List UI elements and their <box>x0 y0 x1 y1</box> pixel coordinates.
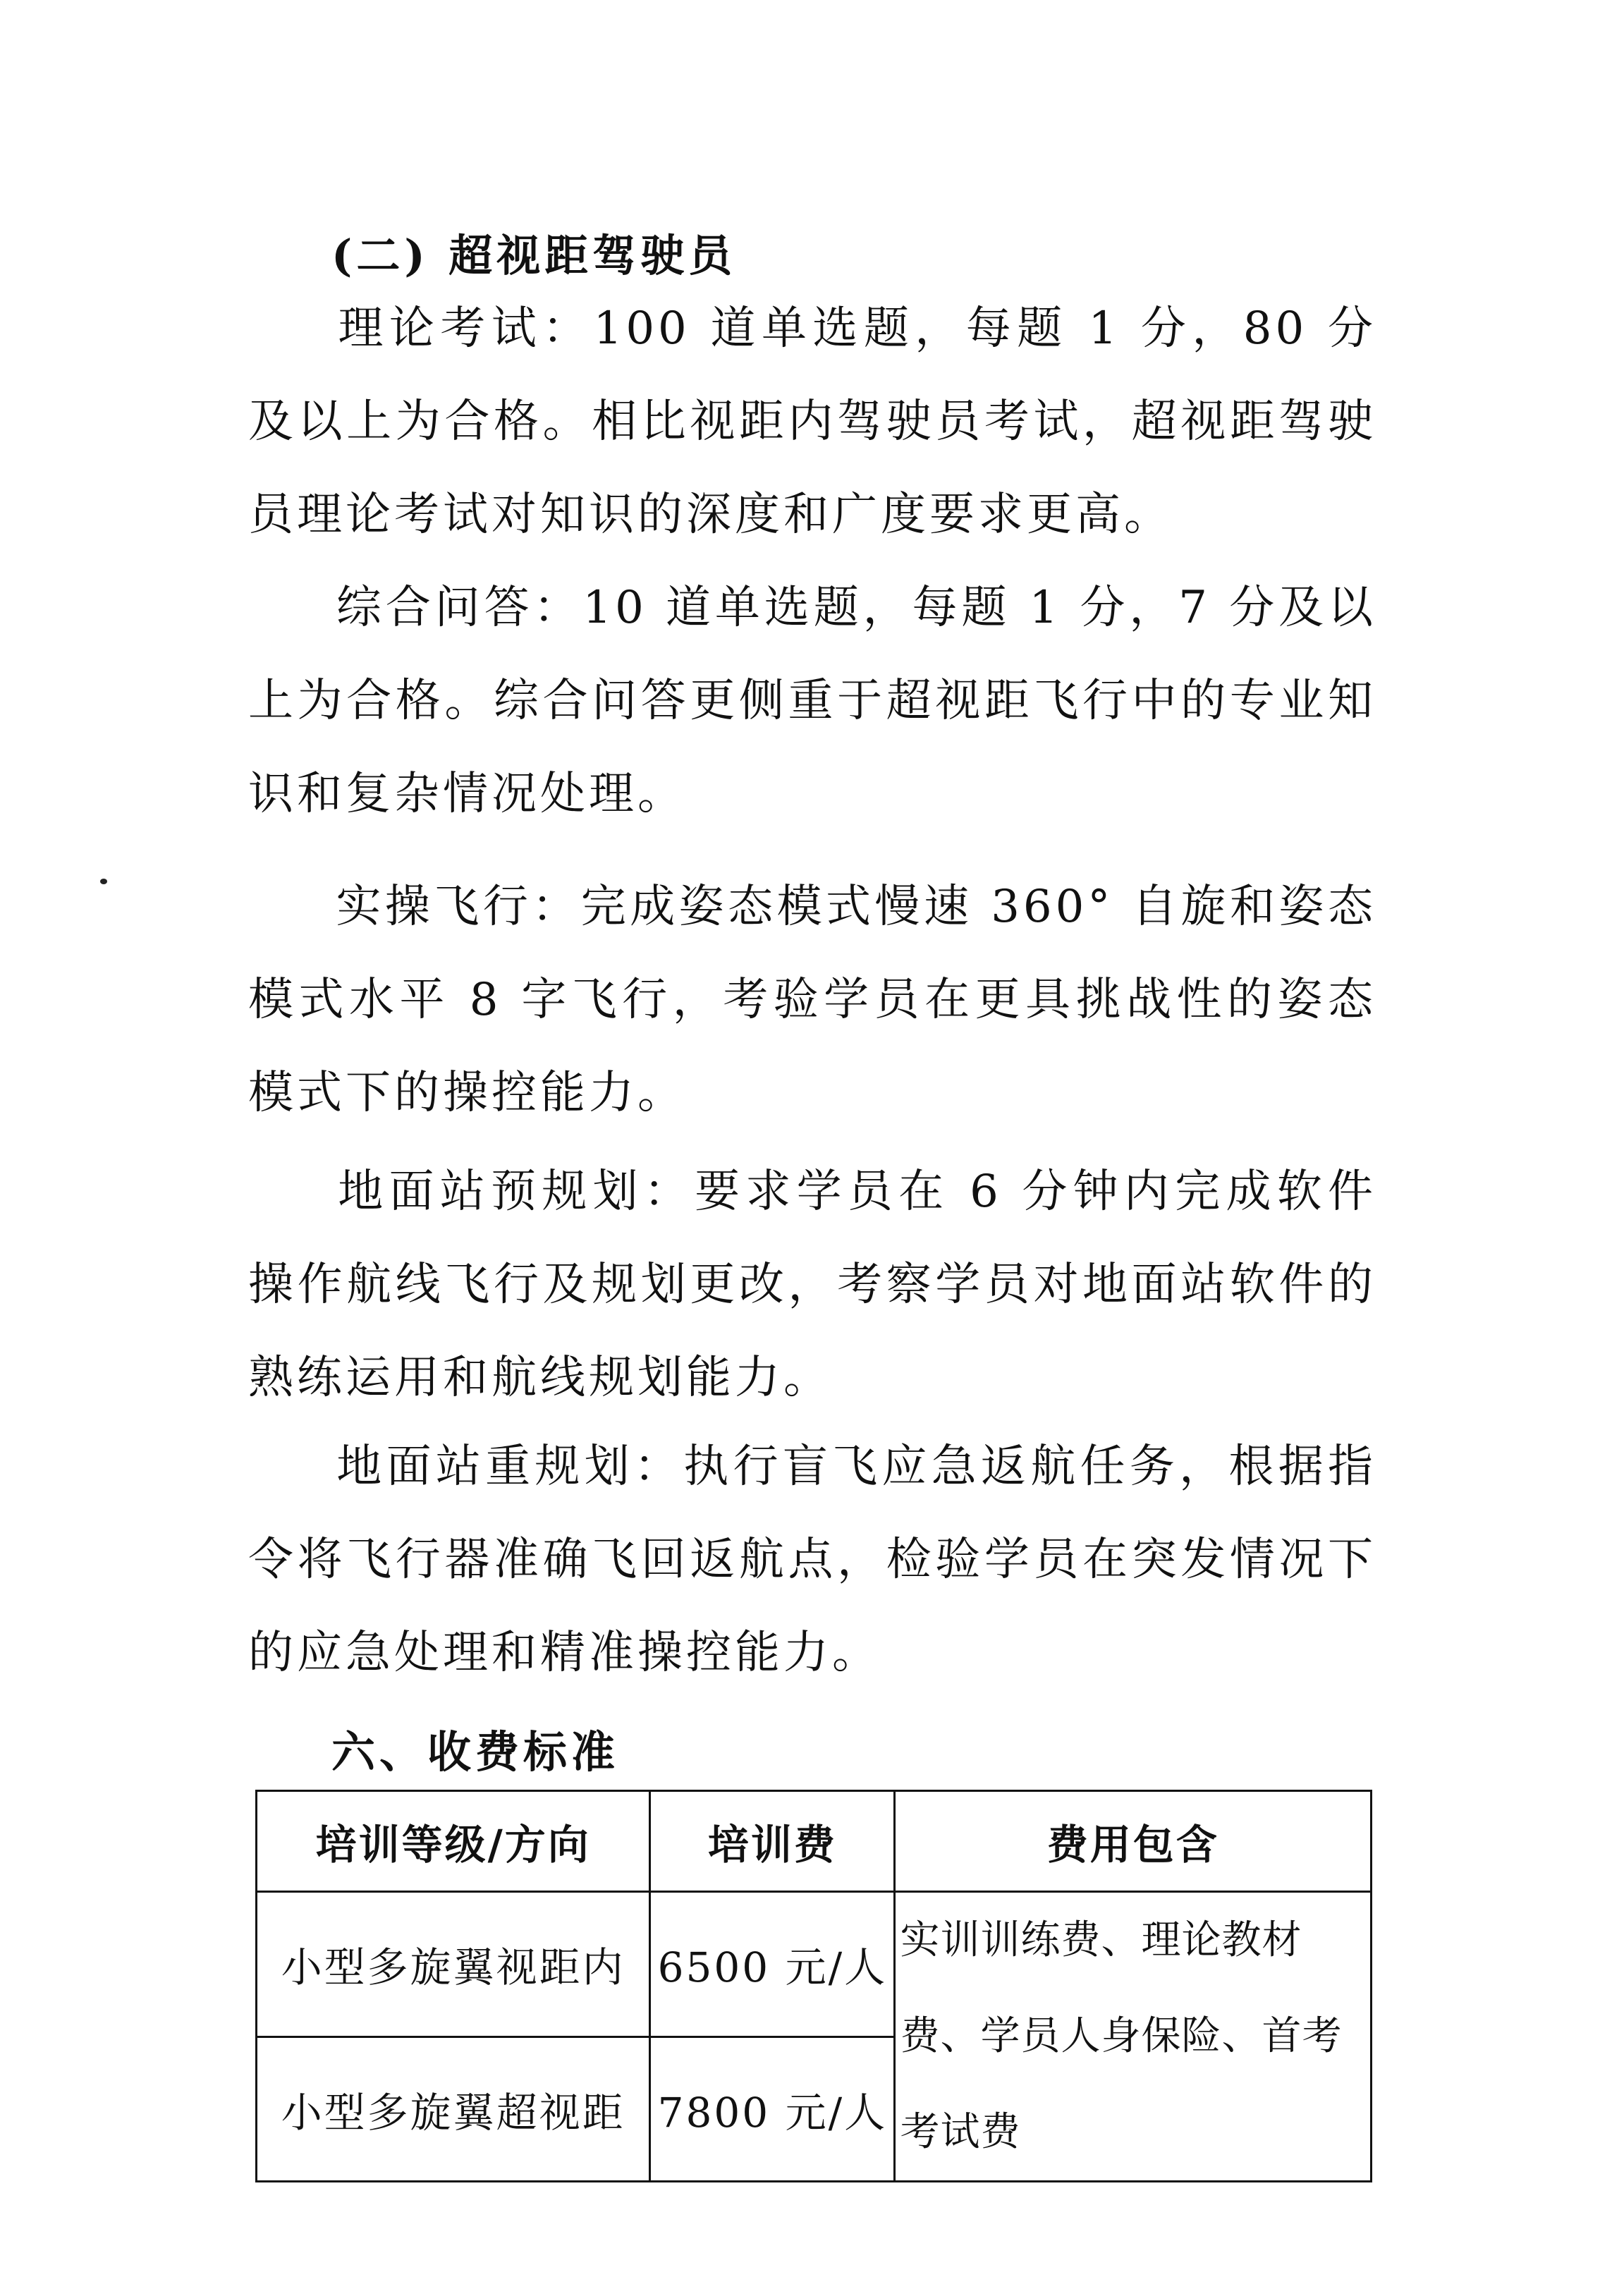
header-level: 培训等级/方向 <box>257 1791 650 1892</box>
scan-speck <box>100 879 107 884</box>
header-includes: 费用包含 <box>895 1791 1372 1892</box>
paragraph-text: 理论考试：100 道单选题，每题 1 分，80 分及以上为合格。相比视距内驾驶员考试，超视距驾驶员理论考试对知识的深度和广度要求更高。 <box>248 303 1376 541</box>
paragraph-theory-exam <box>248 282 1376 561</box>
fee-table <box>255 1790 1372 2182</box>
cell-fee: 7800 元/人 <box>650 2037 895 2182</box>
table-row <box>257 1892 1372 2037</box>
fee-section-title: 六、收费标准 <box>331 1726 620 1778</box>
paragraph-comprehensive-qa <box>248 561 1376 841</box>
header-fee: 培训费 <box>650 1791 895 1892</box>
cell-includes: 实训训练费、理论教材费、学员人身保险、首考考试费 <box>895 1892 1372 2182</box>
section-heading: (二) 超视距驾驶员 <box>331 230 737 281</box>
paragraph-ground-station-preplan <box>248 1145 1376 1424</box>
paragraph-ground-station-replan <box>248 1420 1376 1699</box>
cell-fee: 6500 元/人 <box>650 1892 895 2037</box>
paragraph-practical-flight <box>248 860 1376 1140</box>
paragraph-text: 地面站预规划：要求学员在 6 分钟内完成软件操作航线飞行及规划更改，考察学员对地面站软件的熟练运用和航线规划能力。 <box>248 1166 1376 1404</box>
table-header-row <box>257 1791 1372 1892</box>
cell-level: 小型多旋翼超视距 <box>257 2037 650 2182</box>
cell-level: 小型多旋翼视距内 <box>257 1892 650 2037</box>
paragraph-text: 地面站重规划：执行盲飞应急返航任务，根据指令将飞行器准确飞回返航点，检验学员在突发情况下的应急处理和精准操控能力。 <box>248 1441 1376 1679</box>
paragraph-text: 综合问答：10 道单选题，每题 1 分，7 分及以上为合格。综合问答更侧重于超视距飞行中的专业知识和复杂情况处理。 <box>248 582 1376 820</box>
paragraph-text: 实操飞行：完成姿态模式慢速 360° 自旋和姿态模式水平 8 字飞行，考验学员在更具挑战性的姿态模式下的操控能力。 <box>248 881 1376 1119</box>
